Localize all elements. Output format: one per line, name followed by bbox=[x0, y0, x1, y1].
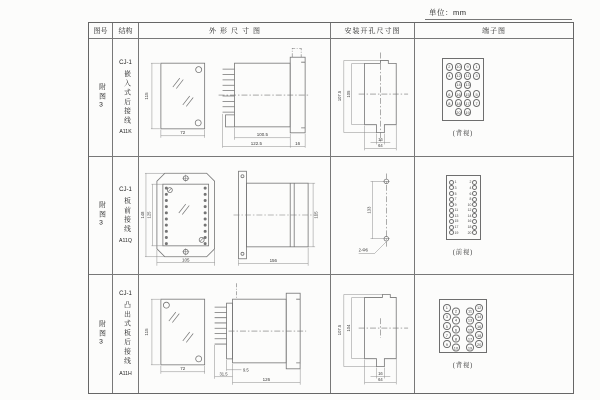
front-view bbox=[157, 173, 215, 257]
dimension-lines bbox=[151, 63, 305, 148]
dim-inner-height: 125 bbox=[146, 211, 152, 218]
terminal-cell-row3 bbox=[415, 275, 573, 393]
dim-front-width: 72 bbox=[180, 129, 186, 135]
cutout-shape bbox=[359, 52, 408, 143]
dim-front-height: 115 bbox=[143, 328, 149, 336]
dim-flange-thickness: 16 bbox=[295, 140, 301, 146]
terminal-view-label: (背视) bbox=[452, 129, 474, 137]
dim-cutout-inner-height: 104 bbox=[345, 324, 351, 332]
fig-no-row3 bbox=[89, 275, 113, 393]
dim-case-depth: 100.5 bbox=[256, 131, 268, 137]
dim-slot-width: 16 bbox=[378, 371, 383, 377]
terminal-diagram: 1 2 3 4 5 6 7 8 9 10 11 12 13 14 15 16 17 18 19 20 bbox=[446, 175, 481, 240]
header-fig-no: 图号 bbox=[89, 23, 113, 39]
dim-slot-width: 16 bbox=[378, 136, 383, 142]
hole-size-label: 2-Φ6 bbox=[358, 247, 368, 253]
dim-depth: 126 bbox=[262, 377, 271, 383]
dim-cutout-outer-height: 107.5 bbox=[336, 324, 342, 336]
mounting-type-label: 嵌入式后接线 bbox=[122, 69, 130, 126]
dim-total-depth: 122.5 bbox=[250, 140, 262, 146]
dim-outer-height: 148 bbox=[139, 211, 145, 218]
structure-row1 bbox=[113, 39, 139, 157]
cutout-shape bbox=[359, 294, 408, 366]
structure-code: A11Q bbox=[119, 238, 132, 245]
mounting-type-label: 凸出式板后接线 bbox=[122, 301, 130, 367]
spec-table bbox=[88, 22, 574, 394]
dim-hole-pitch: 133 bbox=[366, 206, 372, 214]
dim-body-height: 115 bbox=[313, 210, 319, 219]
fig-no-text: 附图3 bbox=[97, 201, 105, 230]
header-structure: 结构 bbox=[113, 23, 139, 39]
front-view bbox=[161, 299, 205, 365]
fig-no-text: 附图3 bbox=[97, 319, 105, 349]
terminal-diagram: 2 10 9 1 4 12 11 3 14 13 6 16 15 5 8 18 17 7 20 19 bbox=[442, 58, 485, 121]
mounting-cell-row2 bbox=[331, 157, 415, 275]
outline-cell-row1 bbox=[139, 39, 331, 157]
structure-code: A11K bbox=[119, 129, 132, 136]
structure-row2 bbox=[113, 157, 139, 275]
dimension-lines bbox=[145, 173, 315, 266]
dim-cutout-inner-height: 105 bbox=[345, 90, 351, 97]
header-mounting-holes: 安装开孔尺寸图 bbox=[331, 23, 415, 39]
outline-drawing-a11q bbox=[139, 157, 330, 275]
mounting-type-label: 板前接线 bbox=[122, 196, 130, 235]
structure-code: A11H bbox=[119, 370, 132, 377]
dim-front-width: 72 bbox=[180, 365, 186, 371]
side-view bbox=[215, 283, 307, 369]
dimension-lines bbox=[344, 60, 396, 150]
model-label: CJ-1 bbox=[119, 59, 132, 66]
fig-no-text: 附图3 bbox=[97, 83, 105, 112]
terminal-diagram: 1 2 11 12 3 4 13 14 5 6 15 16 7 8 17 18 9 10 19 20 bbox=[439, 299, 487, 353]
dim-front-height: 115 bbox=[143, 91, 149, 100]
dim-span-width: 64 bbox=[378, 142, 383, 148]
terminal-view-label: (背视) bbox=[452, 361, 474, 369]
dim-front-width: 105 bbox=[182, 256, 190, 262]
mounting-hole-drawing-a11q bbox=[331, 157, 414, 275]
mounting-cell-row1 bbox=[331, 39, 415, 157]
outline-drawing-a11h bbox=[139, 275, 330, 393]
fig-no-row2 bbox=[89, 157, 113, 275]
dimension-lines bbox=[371, 181, 385, 238]
side-view bbox=[219, 48, 311, 133]
outline-cell-row3 bbox=[139, 275, 331, 393]
dim-depth: 156 bbox=[269, 257, 278, 263]
dimension-lines bbox=[344, 294, 396, 384]
mounting-cell-row3 bbox=[331, 275, 415, 393]
side-view bbox=[234, 171, 318, 259]
dim-pin-length: 31.5 bbox=[219, 371, 228, 377]
fig-no-row1 bbox=[89, 39, 113, 157]
model-label: CJ-1 bbox=[119, 291, 132, 298]
terminal-cell-row1 bbox=[415, 39, 573, 157]
mounting-hole-drawing-a11k bbox=[331, 39, 414, 157]
mounting-hole-drawing-a11h bbox=[331, 275, 414, 393]
dim-plate-gap: 9.5 bbox=[242, 367, 249, 373]
unit-label: 单位：mm bbox=[429, 8, 467, 17]
header-terminal-diagram: 端子图 bbox=[415, 23, 573, 39]
structure-row3 bbox=[113, 275, 139, 393]
dim-cutout-outer-height: 107.5 bbox=[336, 90, 342, 101]
terminal-cell-row2 bbox=[415, 157, 573, 275]
outline-cell-row2 bbox=[139, 157, 331, 275]
model-label: CJ-1 bbox=[119, 186, 132, 193]
unit-underline bbox=[425, 19, 572, 20]
header-outline-dims: 外形尺寸图 bbox=[139, 23, 331, 39]
dim-span-width: 64 bbox=[378, 376, 383, 382]
hole-marks bbox=[359, 173, 390, 253]
outline-drawing-a11k bbox=[139, 39, 330, 157]
terminal-view-label: (前视) bbox=[452, 249, 474, 257]
front-view bbox=[161, 63, 205, 129]
